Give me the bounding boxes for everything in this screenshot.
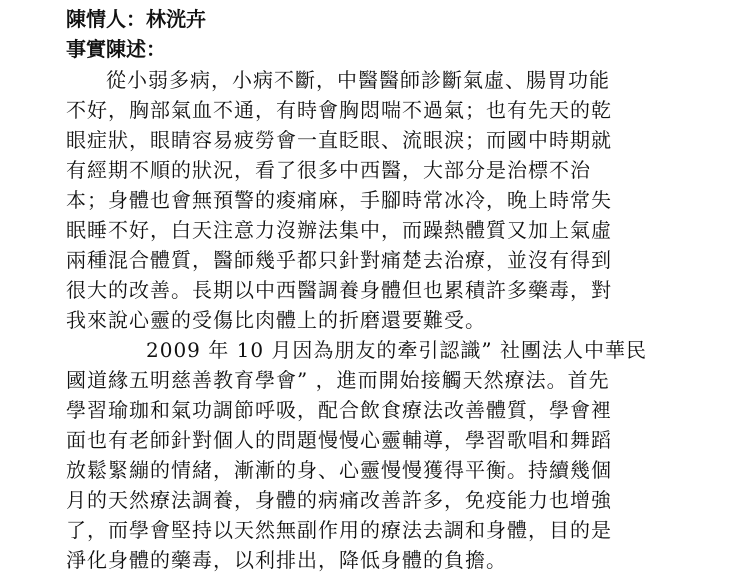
paragraph-2-line: 淨化身體的藥毒，以利排出，降低身體的負擔。 [66,548,507,572]
paragraph-1-line: 從小弱多病，小病不斷，中醫醫師診斷氣虛、腸胃功能 [106,68,610,92]
paragraph-2-line: 了，而學會堅持以天然無副作用的療法去調和身體，目的是 [66,518,612,542]
paragraph-1-line: 不好，胸部氣血不通，有時會胸悶喘不過氣；也有先天的乾 [66,98,612,122]
paragraph-2-line: 學習瑜珈和氣功調節呼吸，配合飲食療法改善體質，學會裡 [66,398,612,422]
paragraph-1-line: 本；身體也會無預警的痠痛麻，手腳時常冰冷，晚上時常失 [66,188,612,212]
petitioner-line: 陳情人：林洸卉 [66,7,206,31]
paragraph-2-line: 月的天然療法調養，身體的病痛改善許多，免疫能力也增強 [66,488,612,512]
paragraph-2-line: 面也有老師針對個人的問題慢慢心靈輔導，學習歌唱和舞蹈 [66,428,612,452]
paragraph-1-line: 眼症狀，眼睛容易疲勞會一直眨眼、流眼淚；而國中時期就 [66,128,612,152]
section-title: 事實陳述： [66,37,166,61]
paragraph-2-line: 2009 年 10 月因為朋友的牽引認識” 社團法人中華民 [146,338,648,362]
paragraph-2-line: 放鬆緊繃的情緒，漸漸的身、心靈慢慢獲得平衡。持續幾個 [66,458,612,482]
paragraph-1-line: 眠睡不好，白天注意力沒辦法集中，而躁熱體質又加上氣虛 [66,218,612,242]
paragraph-2-line: 國道緣五明慈善教育學會” ，進而開始接觸天然療法。首先 [66,368,610,392]
paragraph-1-line: 有經期不順的狀況，看了很多中西醫，大部分是治標不治 [66,158,591,182]
paragraph-1-line: 很大的改善。長期以中西醫調養身體但也累積許多藥毒，對 [66,278,612,302]
paragraph-1-line: 我來說心靈的受傷比肉體上的折磨還要難受。 [66,308,486,332]
paragraph-1-line: 兩種混合體質，醫師幾乎都只針對痛楚去治療，並沒有得到 [66,248,612,272]
